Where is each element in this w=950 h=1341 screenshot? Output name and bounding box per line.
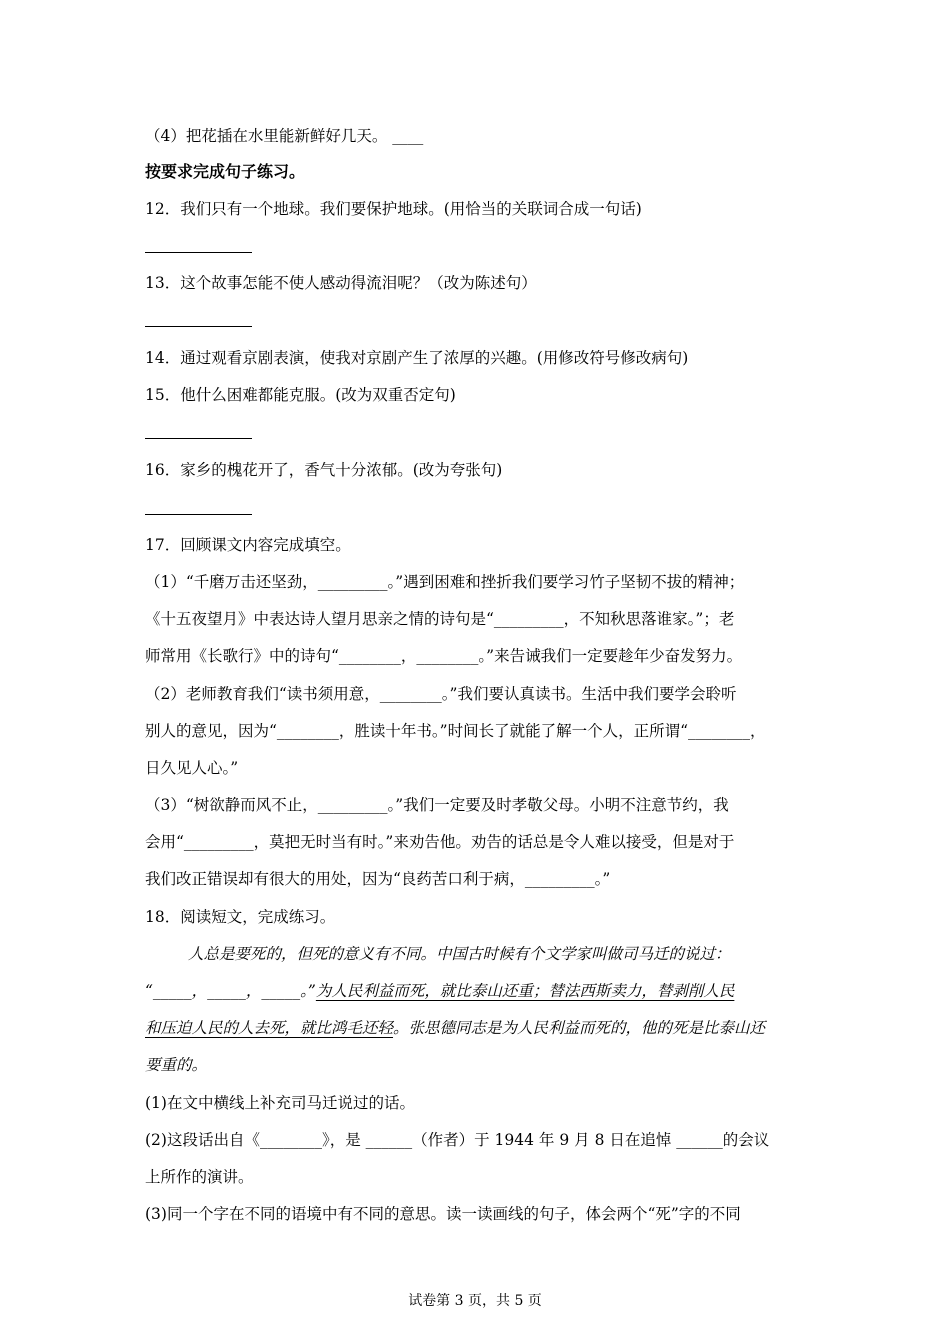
question-17-part-1-line-3: 师常用《长歌行》中的诗句“________，________。”来告诫我们一定要趁年少奋发努力。	[145, 647, 743, 665]
underlined-sentence-part-2: 和压迫人民的人去死，就比鸿毛还轻	[145, 1019, 394, 1037]
sub-question-3: (3)同一个字在不同的语境中有不同的意思。读一读画线的句子，体会两个“死”字的不同	[145, 1205, 741, 1223]
passage-line-4: 要重的。	[145, 1056, 208, 1074]
question-12: 12．我们只有一个地球。我们要保护地球。(用恰当的关联词合成一句话)	[145, 200, 642, 218]
passage-text: 。张思德同志是为人民利益而死的，他的死是比泰山还	[393, 1019, 766, 1037]
sub-question-2-line-1: (2)这段话出自《________》，是 ______（作者）于 1944 年 9 月 8 日在追悼 ______的会议	[145, 1131, 770, 1149]
passage-line-2	[145, 981, 813, 1001]
underlined-sentence-part-1: 为人民利益而死，就比泰山还重；替法西斯卖力，替剥削人民	[315, 982, 735, 1000]
passage-blanks: “_____，_____，_____。”	[145, 982, 316, 1000]
question-15: 15．他什么困难都能克服。(改为双重否定句)	[145, 386, 456, 404]
question-17: 17．回顾课文内容完成填空。	[145, 536, 351, 554]
question-16: 16．家乡的槐花开了，香气十分浓郁。(改为夸张句)	[145, 461, 503, 479]
passage-line-3	[145, 1018, 813, 1038]
answer-line-15[interactable]	[145, 438, 252, 439]
question-17-part-1-line-1: （1）“千磨万击还坚劲，_________。”遇到困难和挫折我们要学习竹子坚韧不拔的精神；	[145, 573, 745, 591]
question-17-part-2-line-3: 日久见人心。”	[145, 759, 239, 777]
question-14: 14．通过观看京剧表演，使我对京剧产生了浓厚的兴趣。(用修改符号修改病句)	[145, 349, 689, 367]
question-17-part-3-line-3: 我们改正错误却有很大的用处，因为“良药苦口利于病，_________。”	[145, 870, 611, 888]
answer-line-13[interactable]	[145, 326, 252, 327]
answer-line-12[interactable]	[145, 252, 252, 253]
question-17-part-2-line-1: （2）老师教育我们“读书须用意，________。”我们要认真读书。生活中我们要学会聆听	[145, 685, 737, 703]
sub-question-2-line-2: 上所作的演讲。	[145, 1168, 254, 1186]
passage-line-1: 人总是要死的，但死的意义有不同。中国古时候有个文学家叫做司马迁的说过：	[188, 945, 731, 963]
question-17-part-1-line-2: 《十五夜望月》中表达诗人望月思亲之情的诗句是“_________，不知秋思落谁家。”；老	[145, 610, 735, 628]
question-13: 13．这个故事怎能不使人感动得流泪呢？（改为陈述句）	[145, 274, 537, 292]
page-footer: 试卷第 3 页，共 5 页	[408, 1293, 542, 1309]
question-17-part-3-line-2: 会用“_________，莫把无时当有时。”来劝告他。劝告的话总是令人难以接受，但是对于	[145, 833, 735, 851]
sub-question-1: (1)在文中横线上补充司马迁说过的话。	[145, 1094, 415, 1112]
answer-line-16[interactable]	[145, 514, 252, 515]
section-heading: 按要求完成句子练习。	[145, 162, 306, 181]
question-18: 18．阅读短文，完成练习。	[145, 908, 336, 926]
question-17-part-2-line-2: 别人的意见，因为“________，胜读十年书。”时间长了就能了解一个人，正所谓“________，	[145, 722, 766, 740]
question-17-part-3-line-1: （3）“树欲静而风不止，_________。”我们一定要及时孝敬父母。小明不注意节约，我	[145, 796, 729, 814]
question-11-item-4: （4）把花插在水里能新鲜好几天。 ____	[145, 127, 424, 145]
